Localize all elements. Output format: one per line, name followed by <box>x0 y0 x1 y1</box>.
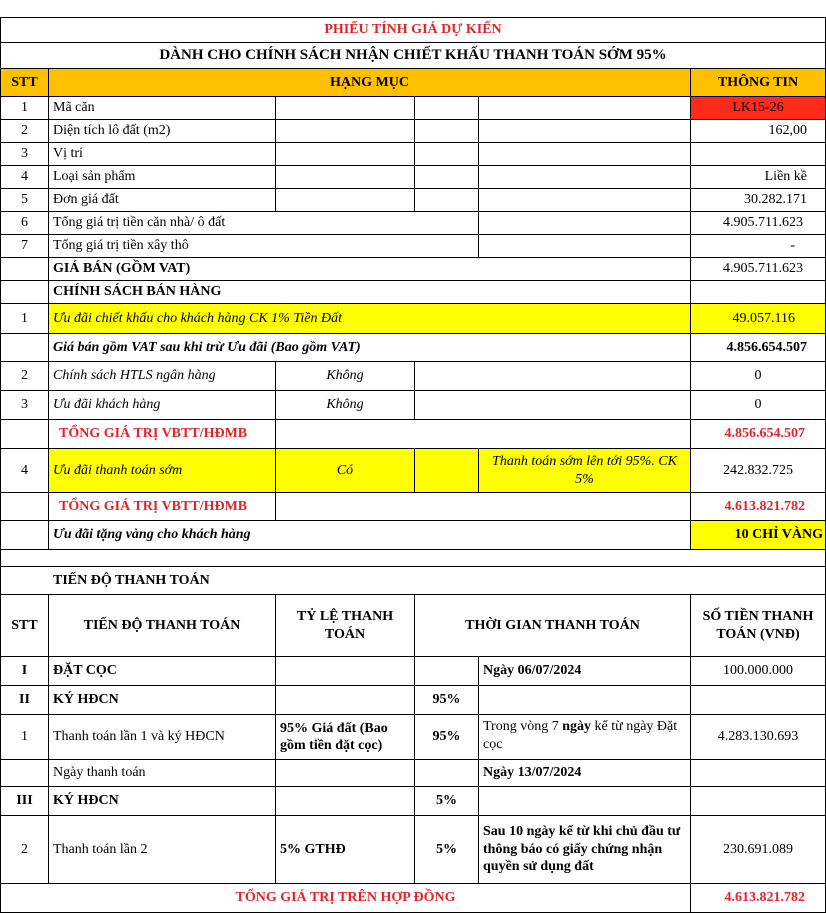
table-row: I ĐẶT CỌC Ngày 06/07/2024 100.000.000 <box>0 657 826 686</box>
table-row: 1 Thanh toán lần 1 và ký HĐCN 95% Giá đất (Bao gồm tiền đặt cọc) 95% Trong vòng 7 ngày kể từ ngày Đặt cọc 4.283.130.693 <box>0 715 826 760</box>
subtitle-row <box>0 43 826 69</box>
htls-row: 2 Chính sách HTLS ngân hàng Không 0 <box>0 362 826 391</box>
table-header <box>0 69 826 97</box>
table-row: 2 Diện tích lô đất (m2) 162,00 <box>0 120 826 143</box>
tien-do-header: STT TIẾN ĐỘ THANH TOÁN TỶ LỆ THANH TOÁN THỜI GIAN THANH TOÁN SỐ TIỀN THANH TOÁN (VNĐ) <box>0 595 826 657</box>
tien-do-title-row <box>0 567 826 595</box>
header-thong-tin: THÔNG TIN <box>691 69 826 97</box>
table-row: 5 Đơn giá đất 30.282.171 <box>0 189 826 212</box>
total-label: TỔNG GIÁ TRỊ TRÊN HỢP ĐỒNG <box>0 884 691 913</box>
chinh-sach-row: CHÍNH SÁCH BÁN HÀNG <box>0 281 826 304</box>
table-row: 4 Loại sản phẩm Liền kề <box>0 166 826 189</box>
header-hang-muc: HẠNG MỤC <box>49 69 691 97</box>
header-stt: STT <box>0 69 49 97</box>
tang-vang-row: Ưu đãi tặng vàng cho khách hàng 10 CHỈ VÀNG <box>0 521 826 550</box>
tong-row-1: TỔNG GIÁ TRỊ VBTT/HĐMB 4.856.654.507 <box>0 420 826 449</box>
tt-som-row: 4 Ưu đãi thanh toán sớm Có Thanh toán sớm lên tới 95%. CK 5% 242.832.725 <box>0 449 826 493</box>
table-row: III KÝ HĐCN 5% <box>0 787 826 816</box>
total-value: 4.613.821.782 <box>691 884 826 913</box>
tong-row-2: TỔNG GIÁ TRỊ VBTT/HĐMB 4.613.821.782 <box>0 493 826 521</box>
table-row: 7 Tổng giá trị tiền xây thô - <box>0 235 826 258</box>
r3-time-cell: Trong vòng 7 ngày kể từ ngày Đặt cọc <box>479 715 691 760</box>
uu-dai-kh-row: 3 Ưu đãi khách hàng Không 0 <box>0 391 826 420</box>
table-row: 6 Tổng giá trị tiền căn nhà/ ô đất 4.905.711.623 <box>0 212 826 235</box>
tien-do-title: TIẾN ĐỘ THANH TOÁN <box>0 567 826 595</box>
blank-row <box>0 550 826 567</box>
ma-can-value: LK15-26 <box>691 97 826 120</box>
title-row <box>0 17 826 43</box>
sheet-subtitle: DÀNH CHO CHÍNH SÁCH NHẬN CHIẾT KHẤU THANH TOÁN SỚM 95% <box>0 43 826 69</box>
total-row <box>0 884 826 913</box>
table-row: II KÝ HĐCN 95% <box>0 686 826 715</box>
table-row: 3 Vị trí <box>0 143 826 166</box>
uu-dai-ck-row: 1 Ưu đãi chiết khấu cho khách hàng CK 1% Tiền Đất 49.057.116 <box>0 304 826 334</box>
gia-ban-row: GIÁ BÁN (GỒM VAT) 4.905.711.623 <box>0 258 826 281</box>
table-row: 2 Thanh toán lần 2 5% GTHĐ 5% Sau 10 ngày kể từ khi chủ đầu tư thông báo có giấy chứng nhận quyền sử dụng đất 230.691.089 <box>0 816 826 884</box>
gia-sau-uu-dai-row: Giá bán gồm VAT sau khi trừ Ưu đãi (Bao gồm VAT) 4.856.654.507 <box>0 334 826 362</box>
table-row: 1 Mã căn LK15-26 <box>0 97 826 120</box>
table-row: Ngày thanh toán Ngày 13/07/2024 <box>0 760 826 787</box>
sheet-title: PHIẾU TÍNH GIÁ DỰ KIẾN <box>0 17 826 43</box>
